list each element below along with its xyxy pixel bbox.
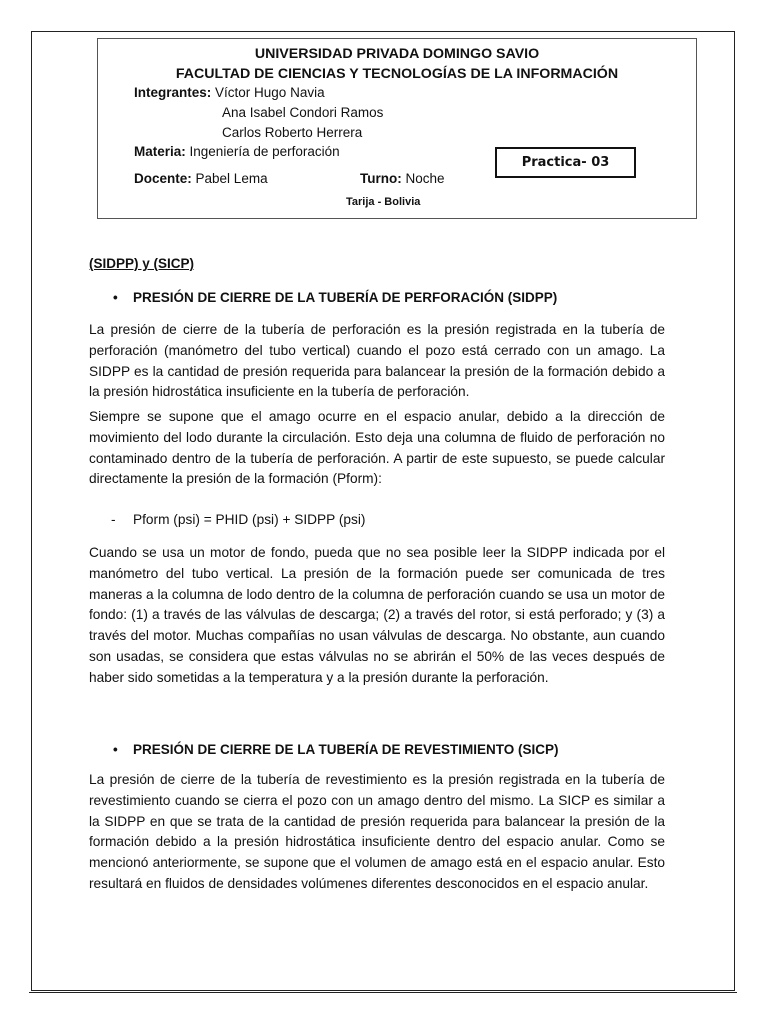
teacher-row bbox=[134, 171, 268, 186]
shift-label: Turno: bbox=[360, 171, 402, 186]
university-name: UNIVERSIDAD PRIVADA DOMINGO SAVIO bbox=[254, 46, 540, 62]
section-title: (SIDPP) y (SICP) bbox=[89, 256, 195, 271]
member-name: Víctor Hugo Navia bbox=[215, 85, 325, 100]
paragraph: La presión de cierre de la tubería de perforación es la presión registrada en la tubería de perforación (manómetro del tubo vertical) cuando el pozo está cerrado con un amago. La SIDPP es la cantidad de presión requerida para balancear la presión de la formación debido a la presión hidrostática insuficiente en la tubería de perforación. bbox=[89, 322, 665, 400]
paragraph: La presión de cierre de la tubería de revestimiento es la presión registrada en la tubería de revestimiento cuando se cierra el pozo con un amago dentro del mismo. La SICP es similar a la SIDPP en que se trata de la cantidad de presión requerida para balancear la presión de la formación debido a la presión hidrostática insuficiente dentro del espacio anular. Como se mencionó anteriormente, se supone que el volumen de amago está en el espacio anular. Esto resultará en fluidos de densidades volúmenes diferentes desconocidos en el espacio anular. bbox=[89, 772, 665, 891]
teacher-value: Pabel Lema bbox=[195, 171, 268, 186]
members-row bbox=[134, 85, 325, 100]
subject-label: Materia: bbox=[134, 144, 186, 159]
subject-row bbox=[134, 144, 340, 159]
sidpp-heading bbox=[113, 290, 557, 305]
members-label: Integrantes: bbox=[134, 85, 212, 100]
location: Tarija - Bolivia bbox=[346, 196, 421, 208]
bullet-icon: • bbox=[113, 290, 118, 305]
bullet-icon: • bbox=[113, 742, 118, 757]
formula bbox=[111, 512, 365, 527]
teacher-label: Docente: bbox=[134, 171, 192, 186]
sicp-heading-text: PRESIÓN DE CIERRE DE LA TUBERÍA DE REVESTIMIENTO (SICP) bbox=[133, 742, 559, 757]
member-name: Ana Isabel Condori Ramos bbox=[222, 105, 384, 120]
practice-badge: Practica- 03 bbox=[495, 147, 636, 178]
member-name: Carlos Roberto Herrera bbox=[222, 125, 363, 140]
sidpp-heading-text: PRESIÓN DE CIERRE DE LA TUBERÍA DE PERFORACIÓN (SIDPP) bbox=[133, 290, 558, 305]
paragraph: Cuando se usa un motor de fondo, pueda que no sea posible leer la SIDPP indicada por el manómetro del tubo vertical. La presión de la formación puede ser comunicada de tres maneras a la columna de lodo dentro de la columna de perforación cuando se usa un motor de fondo: (1) a través de las válvulas de descarga; (2) a través del rotor, si está perforado; y (3) a través del motor. Muchas compañías no usan válvulas de descarga. No obstante, aun cuando son usadas, se considera que estas válvulas no se abrirán el 50% de las veces después de haber sido sometidas a la temperatura y a la presión durante la perforación. bbox=[89, 545, 665, 685]
document-header bbox=[97, 38, 697, 219]
sicp-heading bbox=[113, 742, 559, 757]
subject-value: Ingeniería de perforación bbox=[189, 144, 340, 159]
shift-row bbox=[360, 171, 445, 186]
faculty-name: FACULTAD DE CIENCIAS Y TECNOLOGÍAS DE LA INFORMACIÓN bbox=[175, 66, 619, 82]
list-dash: - bbox=[111, 512, 116, 527]
shift-value: Noche bbox=[405, 171, 445, 186]
paragraph: Siempre se supone que el amago ocurre en el espacio anular, debido a la dirección de movimiento del lodo durante la circulación. Esto deja una columna de fluido de perforación no contaminado dentro de la tubería de perforación. A partir de este supuesto, se puede calcular directamente la presión de la formación (Pform): bbox=[89, 409, 665, 487]
formula-text: Pform (psi) = PHID (psi) + SIDPP (psi) bbox=[133, 512, 366, 527]
